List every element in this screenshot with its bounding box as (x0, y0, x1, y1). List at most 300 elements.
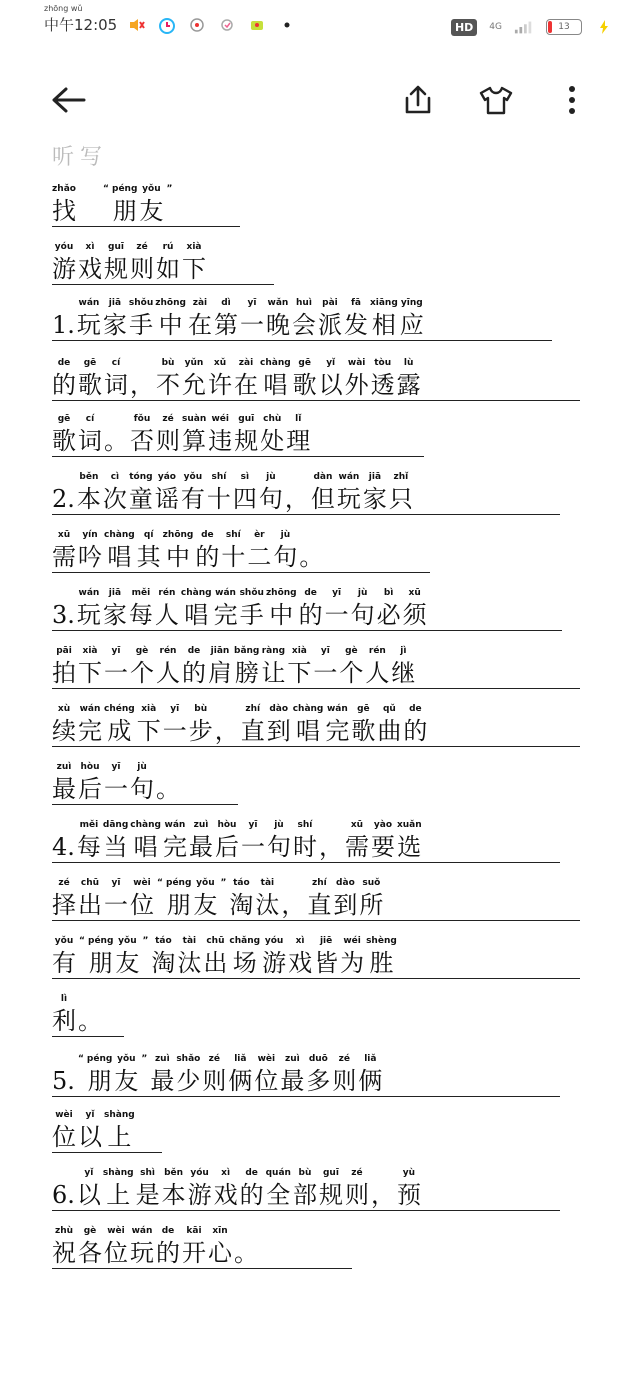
pinyin-text: zé (162, 414, 174, 424)
pinyin-character (339, 645, 363, 688)
hanzi-text: 玩 (130, 1239, 154, 1267)
pinyin-character (78, 241, 102, 284)
mute-icon (127, 15, 147, 35)
hanzi-text: 各 (78, 1239, 102, 1267)
hanzi-text: 句 (258, 485, 283, 513)
pinyin-character (363, 471, 387, 514)
hanzi-text: 家 (102, 311, 127, 339)
hanzi-text: 歌 (292, 371, 317, 399)
pinyin-character (240, 1167, 264, 1210)
hanzi-text: 允 (182, 371, 206, 399)
hanzi-text: 会 (291, 311, 316, 339)
pinyin-character (325, 587, 349, 630)
pinyin-text: tài (260, 878, 275, 888)
pinyin-text: jì (400, 646, 407, 656)
pinyin-character (104, 357, 128, 400)
hanzi-text: 则 (344, 1181, 369, 1209)
pinyin-character (155, 471, 179, 514)
app-notification-icon-2 (217, 15, 237, 35)
hanzi-text: ， (281, 891, 306, 919)
pinyin-text: bù (298, 1168, 312, 1178)
pinyin-text: yǒu (142, 184, 161, 194)
pinyin-character (103, 471, 127, 514)
pinyin-character (114, 1053, 138, 1096)
pinyin-character (188, 1167, 212, 1210)
pinyin-text: de (187, 646, 201, 656)
pinyin-character (104, 241, 128, 284)
pinyin-character (112, 183, 137, 226)
hanzi-text (77, 1066, 85, 1096)
pinyin-text: xiāng (369, 298, 398, 308)
hanzi-text: 句 (266, 833, 291, 861)
pinyin-character (78, 413, 102, 456)
pinyin-text: zuì (56, 762, 72, 772)
pinyin-character (163, 703, 187, 746)
hanzi-text: 本 (161, 1181, 186, 1209)
pinyin-character (189, 819, 213, 862)
pinyin-character (52, 241, 76, 284)
pinyin-text: bù (194, 704, 208, 714)
pinyin-character (52, 877, 76, 920)
pinyin-character (234, 357, 258, 400)
hanzi-text: 选 (397, 833, 422, 861)
pinyin-character (365, 645, 389, 688)
pinyin-character (130, 357, 154, 400)
hanzi-text: 唱 (184, 601, 209, 629)
pinyin-text: cí (111, 358, 121, 368)
hanzi-text: 违 (208, 427, 233, 455)
battery-fill (548, 21, 552, 33)
hanzi-text: 直 (307, 891, 332, 919)
pinyin-text: péng (112, 184, 138, 194)
pinyin-character (150, 1053, 174, 1096)
pinyin-character (52, 761, 76, 804)
pinyin-text: yǒu (183, 472, 203, 482)
hanzi-text: 淘 (151, 949, 176, 977)
hanzi-text: 在 (187, 311, 212, 339)
hanzi-text: 部 (292, 1181, 317, 1209)
pinyin-text: huì (296, 298, 312, 308)
hanzi-text: 则 (130, 255, 154, 283)
pinyin-text: ” (220, 878, 227, 888)
hanzi-text (78, 948, 86, 978)
pinyin-character (359, 877, 383, 920)
pinyin-text: ràng (261, 646, 286, 656)
pinyin-character (340, 935, 364, 978)
pinyin-text: yī (320, 646, 330, 656)
hanzi-text: 的 (156, 1239, 180, 1267)
pinyin-text: ” (141, 1054, 148, 1064)
hanzi-text: 汰 (255, 891, 280, 919)
hanzi-text: 理 (286, 427, 311, 455)
hanzi-text: 续 (52, 717, 76, 745)
hanzi-text: 家 (102, 601, 127, 629)
hanzi-text: 手 (239, 601, 264, 629)
pinyin-text: wán (79, 704, 101, 714)
pinyin-character (325, 703, 349, 746)
pinyin-character (293, 1167, 317, 1210)
pinyin-text: xǔ (213, 358, 227, 368)
pinyin-text: wán (164, 820, 186, 830)
back-arrow-icon (50, 86, 86, 114)
pinyin-character (307, 877, 331, 920)
pinyin-character (208, 645, 232, 688)
pinyin-text: xuǎn (396, 820, 422, 830)
pinyin-character (280, 1053, 304, 1096)
pinyin-character (255, 877, 279, 920)
pinyin-character (156, 1225, 180, 1268)
text-line (52, 350, 580, 401)
pinyin-character (140, 1053, 148, 1096)
pinyin-text: hòu (217, 820, 237, 830)
hanzi-text: 有 (180, 485, 205, 513)
pinyin-character (377, 703, 401, 746)
pinyin-text: zhí (245, 704, 261, 714)
pinyin-text: cì (110, 472, 120, 482)
pinyin-text: chàng (180, 588, 212, 598)
hanzi-text: 场 (232, 949, 257, 977)
hanzi-text: 露 (396, 371, 421, 399)
pinyin-text: chù (263, 414, 282, 424)
pinyin-text: bì (383, 588, 394, 598)
pinyin-character (77, 587, 101, 630)
theme-button[interactable] (474, 78, 518, 122)
text-line (52, 464, 560, 515)
pinyin-text: yǒu (117, 1054, 136, 1064)
pinyin-character (103, 297, 127, 340)
pinyin-text: shí (225, 530, 241, 540)
hanzi-text: 戏 (288, 949, 313, 977)
hanzi-text: 。 (299, 543, 324, 571)
hanzi-text: 需 (344, 833, 369, 861)
hanzi-text: 皆 (314, 949, 339, 977)
pinyin-text: péng (86, 1054, 113, 1064)
hanzi-text: ， (130, 371, 154, 399)
hanzi-text: 外 (344, 371, 369, 399)
hanzi-text: ， (284, 485, 309, 513)
hanzi-text: 童 (128, 485, 153, 513)
hanzi-text: 要 (370, 833, 395, 861)
hanzi-text: 手 (129, 311, 154, 339)
pinyin-text: ” (166, 184, 173, 194)
hanzi-text: ， (318, 833, 343, 861)
pinyin-character (52, 993, 76, 1036)
pinyin-character (130, 877, 154, 920)
pinyin-text: de (245, 1168, 258, 1178)
pinyin-text: guī (238, 414, 255, 424)
hanzi-text: 1. (52, 311, 75, 339)
pinyin-text: wéi (211, 414, 229, 424)
pinyin-text: wán (78, 298, 100, 308)
pinyin-text: zé (58, 878, 70, 888)
pinyin-text: chǎng (229, 936, 261, 946)
pinyin-character (130, 413, 154, 456)
clock-pinyin: zhōng wǔ (44, 4, 83, 13)
text-line (52, 1218, 352, 1269)
pinyin-text: shí (211, 472, 227, 482)
hanzi-text: 十 (206, 485, 231, 513)
pinyin-character (182, 241, 206, 284)
pinyin-character (389, 471, 413, 514)
pinyin-character (202, 1053, 226, 1096)
pinyin-text: yǒu (196, 878, 215, 888)
hanzi-text (141, 948, 149, 978)
pinyin-text: jiā (108, 588, 122, 598)
hanzi-text: 第 (213, 311, 238, 339)
pinyin-character (377, 587, 401, 630)
hanzi-text: 戏 (213, 1181, 238, 1209)
hanzi-text: 本 (76, 485, 101, 513)
pinyin-character (281, 877, 305, 920)
hanzi-text: 则 (332, 1067, 357, 1095)
pinyin-character (166, 877, 191, 920)
pinyin-text: péng (166, 878, 192, 888)
back-button[interactable] (46, 78, 90, 122)
share-button[interactable] (396, 78, 440, 122)
pinyin-text: dàn (313, 472, 333, 482)
pinyin-text: de (57, 358, 71, 368)
pinyin-character (78, 1225, 102, 1268)
pinyin-character (115, 935, 139, 978)
hanzi-text: 不 (156, 371, 180, 399)
hanzi-text: 完 (325, 717, 350, 745)
pinyin-character (260, 357, 291, 400)
hanzi-text: 淘 (229, 891, 254, 919)
hanzi-text: 一 (240, 833, 265, 861)
pinyin-text: rén (159, 646, 177, 656)
hanzi-text: 一 (239, 311, 264, 339)
hanzi-text: 中 (269, 601, 294, 629)
hanzi-text: 友 (193, 891, 218, 919)
hanzi-text: 戏 (78, 255, 102, 283)
hanzi-text: 下 (182, 255, 206, 283)
pinyin-character (182, 413, 206, 456)
pinyin-text: yī (170, 704, 180, 714)
hanzi-text: 唱 (107, 543, 132, 571)
pinyin-character (88, 935, 113, 978)
pinyin-text: zé (208, 1054, 221, 1064)
pinyin-character (241, 819, 265, 862)
hanzi-text: 后 (214, 833, 239, 861)
pinyin-character (155, 297, 186, 340)
hanzi-text: 但 (310, 485, 335, 513)
pinyin-text: shí (297, 820, 313, 830)
pinyin-character (228, 1053, 252, 1096)
pinyin-character (156, 645, 180, 688)
text-line (52, 176, 240, 227)
pinyin-text: de (409, 704, 422, 714)
pinyin-character (293, 357, 317, 400)
hanzi-text: 5. (52, 1067, 75, 1095)
pinyin-text: zhōng (155, 298, 186, 308)
hanzi-text: 位 (104, 1239, 128, 1267)
pinyin-character (240, 297, 264, 340)
pinyin-text: yī (111, 762, 121, 772)
hanzi-text: 成 (107, 717, 132, 745)
pinyin-character (78, 877, 102, 920)
hanzi-text: 唱 (263, 371, 288, 399)
pinyin-character (104, 877, 128, 920)
hanzi-text (140, 1066, 148, 1096)
hanzi-text: 胜 (369, 949, 394, 977)
pinyin-text: kāi (186, 1226, 202, 1236)
text-line (52, 812, 560, 863)
hanzi-text: 晚 (265, 311, 290, 339)
hanzi-text: 预 (396, 1181, 421, 1209)
pinyin-character (397, 357, 421, 400)
hanzi-text: 4. (52, 833, 75, 861)
pinyin-text: xià (291, 646, 307, 656)
pinyin-character (130, 819, 161, 862)
text-line (52, 234, 274, 285)
signal-icon (514, 17, 534, 37)
hanzi-text: 次 (102, 485, 127, 513)
pinyin-text: yī (111, 646, 121, 656)
app-notification-icon-3 (247, 15, 267, 35)
pinyin-text: chàng (292, 704, 324, 714)
hanzi-text: 少 (176, 1067, 201, 1095)
pinyin-character (87, 1053, 112, 1096)
pinyin-text: wài (347, 358, 366, 368)
pinyin-character (267, 703, 291, 746)
pinyin-text: zé (351, 1168, 363, 1178)
pinyin-character (163, 819, 187, 862)
pinyin-character (219, 877, 227, 920)
pinyin-text: wán (78, 588, 100, 598)
pinyin-text: xià (82, 646, 98, 656)
hanzi-text: 朋 (87, 1067, 112, 1095)
pinyin-character (103, 587, 127, 630)
pinyin-character (102, 183, 110, 226)
pinyin-character (299, 529, 323, 572)
status-left (44, 4, 297, 35)
hanzi-text: 当 (103, 833, 128, 861)
hanzi-text: 在 (234, 371, 258, 399)
pinyin-character (371, 1167, 395, 1210)
pinyin-text: rén (368, 646, 386, 656)
pinyin-character (306, 1053, 330, 1096)
hanzi-text: 每 (128, 601, 153, 629)
hd-badge: HD (451, 19, 477, 36)
hanzi-text (156, 890, 164, 920)
pinyin-character (156, 877, 164, 920)
pinyin-character (391, 645, 415, 688)
pinyin-character (77, 471, 101, 514)
hanzi-text: 应 (399, 311, 424, 339)
pinyin-character (129, 587, 153, 630)
hanzi-text: 十 (221, 543, 246, 571)
pinyin-character (181, 587, 212, 630)
pinyin-text: qǔ (382, 704, 396, 714)
hanzi-text: 完 (213, 601, 238, 629)
pinyin-character (313, 645, 337, 688)
pinyin-text: wèi (133, 878, 151, 888)
pinyin-text: táo (233, 878, 250, 888)
hanzi-text: 需 (52, 543, 76, 571)
hanzi-text: 以 (76, 1181, 101, 1209)
pinyin-text: zài (192, 298, 208, 308)
pinyin-text: shì (140, 1168, 156, 1178)
hanzi-text: 。 (156, 775, 180, 803)
hanzi-text: 位 (130, 891, 154, 919)
pinyin-character (77, 1053, 85, 1096)
pinyin-text: xì (85, 242, 95, 252)
pinyin-character (293, 703, 324, 746)
text-line (52, 522, 430, 573)
pinyin-character (78, 183, 100, 226)
pinyin-text: yǒu (118, 936, 137, 946)
pinyin-character (318, 297, 342, 340)
pinyin-character (254, 1053, 278, 1096)
hanzi-text: 句 (130, 775, 154, 803)
pinyin-character (366, 935, 397, 978)
pinyin-character (163, 529, 194, 572)
pinyin-character (247, 529, 271, 572)
pinyin-text: ” (142, 936, 149, 946)
pinyin-character (233, 471, 257, 514)
hanzi-text: 个 (339, 659, 364, 687)
hanzi-text: 的 (298, 601, 323, 629)
more-options-button[interactable] (550, 78, 594, 122)
pinyin-character (104, 1109, 135, 1152)
pinyin-character (78, 703, 102, 746)
hanzi-text: 发 (343, 311, 368, 339)
hanzi-text: 四 (232, 485, 257, 513)
hanzi-text (102, 196, 110, 226)
hanzi-text: 每 (76, 833, 101, 861)
pinyin-text: de (304, 588, 317, 598)
hanzi-text: 规 (234, 427, 259, 455)
pinyin-character (319, 1167, 343, 1210)
pinyin-character (103, 819, 128, 862)
hanzi-text: 朋 (88, 949, 113, 977)
pinyin-text: zhí (312, 878, 327, 888)
hanzi-text: 谣 (154, 485, 179, 513)
hanzi-text: 3. (52, 601, 75, 629)
hanzi-text: 游 (52, 255, 76, 283)
hanzi-text: 的 (239, 1181, 264, 1209)
hanzi-text: 规 (104, 255, 128, 283)
hanzi-text: 须 (402, 601, 427, 629)
pinyin-text: quán (265, 1168, 291, 1178)
hanzi-text: 曲 (377, 717, 402, 745)
pinyin-text: gē (83, 358, 97, 368)
hanzi-text: 直 (240, 717, 265, 745)
pinyin-character (214, 1167, 238, 1210)
hanzi-text: 的 (403, 717, 428, 745)
pinyin-character (234, 645, 259, 688)
pinyin-character (130, 1225, 154, 1268)
pinyin-text: měi (79, 820, 99, 830)
pinyin-text: tài (182, 936, 197, 946)
pinyin-text: wán (338, 472, 360, 482)
hanzi-text: 位 (254, 1067, 279, 1095)
hanzi-text: 透 (370, 371, 395, 399)
pinyin-text: yín (82, 530, 98, 540)
pinyin-text: shèng (366, 936, 397, 946)
hanzi-text: 玩 (336, 485, 361, 513)
pinyin-text: wǎn (267, 298, 289, 308)
hanzi-text: 膀 (234, 659, 259, 687)
hanzi-text: 。 (234, 1239, 258, 1267)
pinyin-character (345, 357, 369, 400)
pinyin-character (181, 471, 205, 514)
pinyin-character (332, 1053, 356, 1096)
pinyin-text: shàng (104, 1110, 135, 1120)
pinyin-character (104, 1225, 128, 1268)
pinyin-text: zuì (154, 1054, 170, 1064)
pinyin-text: yīng (400, 298, 423, 308)
